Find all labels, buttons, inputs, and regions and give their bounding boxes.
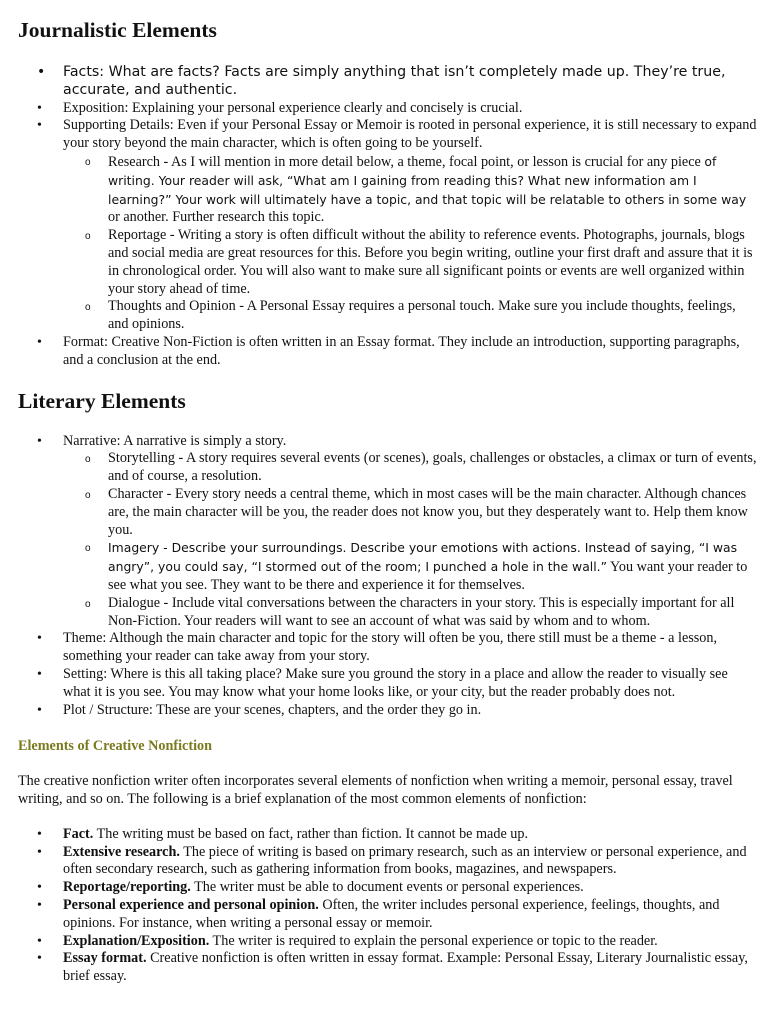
supporting-details-sublist (63, 153, 758, 334)
term: Fact. (63, 825, 94, 842)
list-item: • Setting: Where is this all taking place? Make sure you ground the story in a place and allow the reader to visually see what it is you see. You may know what your home looks like, or your city, but the reader probably does not. (18, 666, 758, 702)
sub-item-text: You want your reader to see what you see. They want to be there and experience it for themselves. (108, 559, 748, 593)
list-item (18, 950, 758, 986)
document-page (18, 16, 758, 986)
term: Extensive research. (63, 843, 180, 860)
list-item (18, 117, 758, 334)
list-item: • Exposition: Explaining your personal experience clearly and concisely is crucial. (18, 100, 758, 118)
list-item (18, 433, 758, 631)
sub-list-item: o Dialogue - Include vital conversations between the characters in your story. This is especially important for all Non-Fiction. Your readers will want to see an account of what was said by whom and to whom. (63, 595, 758, 631)
definition: Creative nonfiction is often written in essay format. Example: Personal Essay, Literary Journalistic essay, brief essay. (63, 950, 748, 985)
definition: The writer must be able to document events or personal experiences. (190, 879, 584, 896)
sub-item-text: Research - As I will mention in more detail below, a theme, focal point, or lesson is crucial for any piece (108, 153, 705, 170)
creative-elements-list (18, 826, 758, 986)
journalistic-list (18, 64, 758, 370)
list-item: • Facts: What are facts? Facts are simply anything that isn’t completely made up. They’re true, accurate, and authentic. (18, 64, 758, 100)
journalistic-heading: Journalistic Elements (18, 18, 217, 42)
list-item-text: Supporting Details: Even if your Personal Essay or Memoir is rooted in personal experience, it is still necessary to expand your story beyond the main character, which is often going to be yourself. (63, 117, 757, 152)
definition: The writing must be based on fact, rather than fiction. It cannot be made up. (93, 825, 529, 842)
sub-list-item: o Character - Every story needs a central theme, which in most cases will be the main character. Although chances are, the main character will be you, the reader does not know you, but they desperately want to. Help them know you. (63, 486, 758, 539)
sub-item-text: Imagery - Describe your surroundings. Describe your emotions with actions. Instead of saying, “I was angry”, you could say, “I stormed out of the room; I punched a hole in the wall.” (108, 540, 738, 575)
term: Explanation/Exposition. (63, 932, 210, 949)
literary-list (18, 433, 758, 720)
definition: The writer is required to explain the personal experience or topic to the reader. (209, 932, 658, 949)
narrative-sublist (63, 450, 758, 630)
creative-nonfiction-heading: Elements of Creative Nonfiction (18, 738, 212, 755)
sub-list-item: o Reportage - Writing a story is often difficult without the ability to reference events. Photographs, journals, blogs and social media are great resources for this. Before you begin writing, outline your first draft and assure that it is in chronological order. You will also want to make sure all significant points or events are well organized within your story ahead of time. (63, 227, 758, 298)
list-item: • Plot / Structure: These are your scenes, chapters, and the order they go in. (18, 702, 758, 720)
sub-list-item: o Storytelling - A story requires several events (or scenes), goals, challenges or obstacles, a climax or turn of events, and of course, a resolution. (63, 450, 758, 486)
list-item (18, 897, 758, 933)
literary-heading: Literary Elements (18, 388, 186, 413)
list-item (18, 933, 758, 951)
sub-list-item (63, 539, 758, 594)
sub-list-item: o Thoughts and Opinion - A Personal Essay requires a personal touch. Make sure you include thoughts, feelings, and opinions. (63, 298, 758, 334)
sub-item-text: or another. Further research this topic. (108, 209, 325, 226)
list-item: • Theme: Although the main character and topic for the story will often be you, there still must be a theme - a lesson, something your reader can take away from your story. (18, 630, 758, 666)
sub-item-text: of writing. Your reader will ask, “What am I gaining from reading this? What new information am I learning?” Your work will ultimately have a topic, and that topic will be relatable to others in some way (108, 153, 747, 207)
list-item (18, 826, 758, 844)
list-item: • Format: Creative Non-Fiction is often written in an Essay format. They include an introduction, supporting paragraphs, and a conclusion at the end. (18, 334, 758, 370)
definition: Often, the writer includes personal experience, feelings, thoughts, and opinions. For instance, when writing a personal essay or memoir. (63, 897, 720, 931)
sub-list-item (63, 153, 758, 227)
term: Personal experience and personal opinion. (63, 897, 319, 914)
term: Reportage/reporting. (63, 879, 191, 896)
list-item (18, 879, 758, 897)
definition: The piece of writing is based on primary research, such as an interview or personal experience, and often secondary research, such as gathering information from books, magazines, and newspapers. (63, 843, 747, 878)
list-item (18, 844, 758, 880)
list-item-text: Narrative: A narrative is simply a story. (63, 432, 287, 449)
creative-intro-paragraph: The creative nonfiction writer often incorporates several elements of nonfiction when writing a memoir, personal essay, travel writing, and so on. The following is a brief explanation of the most common elements of nonfiction: (18, 773, 733, 808)
term: Essay format. (63, 950, 147, 967)
